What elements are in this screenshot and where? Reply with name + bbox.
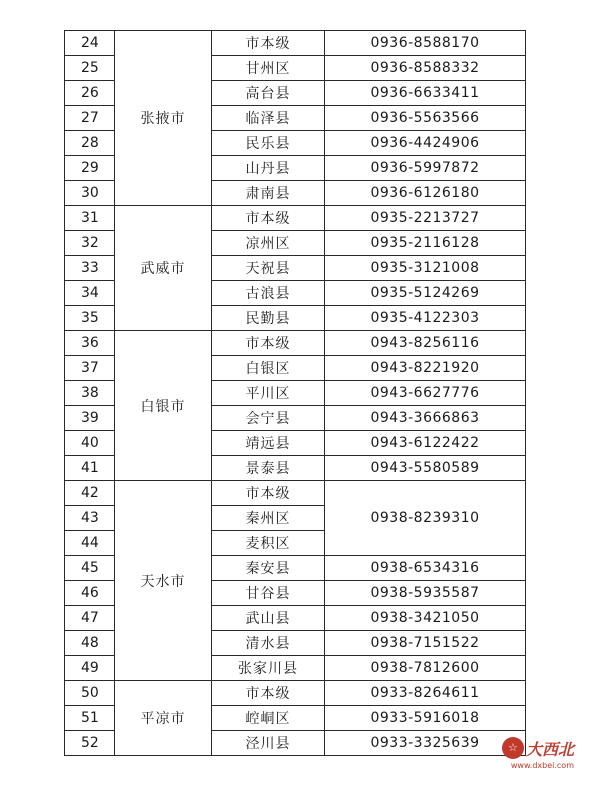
county-name: 甘谷县 xyxy=(212,581,325,606)
phone-number: 0935-4122303 xyxy=(325,306,526,331)
contact-table-body xyxy=(65,31,526,756)
county-name: 泾川县 xyxy=(212,731,325,756)
county-name: 秦州区 xyxy=(212,506,325,531)
row-number: 29 xyxy=(65,156,115,181)
county-name: 民勤县 xyxy=(212,306,325,331)
county-name: 崆峒区 xyxy=(212,706,325,731)
county-name: 甘州区 xyxy=(212,56,325,81)
phone-number: 0933-5916018 xyxy=(325,706,526,731)
phone-number: 0935-5124269 xyxy=(325,281,526,306)
phone-number: 0936-8588170 xyxy=(325,31,526,56)
phone-number: 0936-5997872 xyxy=(325,156,526,181)
row-number: 34 xyxy=(65,281,115,306)
county-name: 秦安县 xyxy=(212,556,325,581)
county-name: 清水县 xyxy=(212,631,325,656)
row-number: 46 xyxy=(65,581,115,606)
county-name: 市本级 xyxy=(212,206,325,231)
row-number: 40 xyxy=(65,431,115,456)
phone-number: 0933-8264611 xyxy=(325,681,526,706)
city-name: 张掖市 xyxy=(115,31,212,206)
county-name: 市本级 xyxy=(212,31,325,56)
county-name: 靖远县 xyxy=(212,431,325,456)
county-name: 麦积区 xyxy=(212,531,325,556)
county-name: 民乐县 xyxy=(212,131,325,156)
phone-number: 0938-7151522 xyxy=(325,631,526,656)
table-row xyxy=(65,681,526,706)
phone-number: 0943-5580589 xyxy=(325,456,526,481)
county-name: 凉州区 xyxy=(212,231,325,256)
row-number: 24 xyxy=(65,31,115,56)
row-number: 25 xyxy=(65,56,115,81)
row-number: 27 xyxy=(65,106,115,131)
table-row xyxy=(65,31,526,56)
row-number: 45 xyxy=(65,556,115,581)
phone-number: 0943-3666863 xyxy=(325,406,526,431)
watermark-text: 大西北 xyxy=(525,740,574,759)
phone-number: 0936-8588332 xyxy=(325,56,526,81)
row-number: 36 xyxy=(65,331,115,356)
county-name: 张家川县 xyxy=(212,656,325,681)
row-number: 49 xyxy=(65,656,115,681)
row-number: 38 xyxy=(65,381,115,406)
city-name: 天水市 xyxy=(115,481,212,681)
phone-number: 0936-5563566 xyxy=(325,106,526,131)
county-name: 高台县 xyxy=(212,81,325,106)
county-name: 景泰县 xyxy=(212,456,325,481)
phone-number: 0936-4424906 xyxy=(325,131,526,156)
county-name: 武山县 xyxy=(212,606,325,631)
row-number: 32 xyxy=(65,231,115,256)
row-number: 30 xyxy=(65,181,115,206)
phone-number: 0938-7812600 xyxy=(325,656,526,681)
county-name: 市本级 xyxy=(212,681,325,706)
phone-number: 0935-3121008 xyxy=(325,256,526,281)
phone-number: 0936-6126180 xyxy=(325,181,526,206)
phone-number: 0935-2213727 xyxy=(325,206,526,231)
row-number: 35 xyxy=(65,306,115,331)
phone-number: 0938-8239310 xyxy=(325,481,526,556)
row-number: 51 xyxy=(65,706,115,731)
table-row xyxy=(65,481,526,506)
row-number: 28 xyxy=(65,131,115,156)
phone-number: 0938-3421050 xyxy=(325,606,526,631)
row-number: 39 xyxy=(65,406,115,431)
county-name: 临泽县 xyxy=(212,106,325,131)
row-number: 50 xyxy=(65,681,115,706)
county-name: 白银区 xyxy=(212,356,325,381)
phone-number: 0933-3325639 xyxy=(325,731,526,756)
county-name: 市本级 xyxy=(212,481,325,506)
county-name: 会宁县 xyxy=(212,406,325,431)
row-number: 48 xyxy=(65,631,115,656)
row-number: 33 xyxy=(65,256,115,281)
row-number: 44 xyxy=(65,531,115,556)
county-name: 天祝县 xyxy=(212,256,325,281)
row-number: 31 xyxy=(65,206,115,231)
county-name: 市本级 xyxy=(212,331,325,356)
row-number: 41 xyxy=(65,456,115,481)
row-number: 37 xyxy=(65,356,115,381)
county-name: 山丹县 xyxy=(212,156,325,181)
watermark-url: www.dxbei.com xyxy=(510,761,574,770)
city-name: 平凉市 xyxy=(115,681,212,756)
county-name: 肃南县 xyxy=(212,181,325,206)
county-name: 古浪县 xyxy=(212,281,325,306)
table-row xyxy=(65,206,526,231)
row-number: 26 xyxy=(65,81,115,106)
row-number: 52 xyxy=(65,731,115,756)
contact-table xyxy=(64,30,526,756)
row-number: 47 xyxy=(65,606,115,631)
phone-number: 0943-6122422 xyxy=(325,431,526,456)
phone-number: 0943-8221920 xyxy=(325,356,526,381)
row-number: 42 xyxy=(65,481,115,506)
phone-number: 0943-8256116 xyxy=(325,331,526,356)
phone-number: 0938-5935587 xyxy=(325,581,526,606)
phone-number: 0943-6627776 xyxy=(325,381,526,406)
row-number: 43 xyxy=(65,506,115,531)
logo-badge-icon: ☆ xyxy=(502,737,524,759)
phone-number: 0935-2116128 xyxy=(325,231,526,256)
watermark-logo xyxy=(496,737,574,775)
city-name: 武威市 xyxy=(115,206,212,331)
table-row xyxy=(65,331,526,356)
city-name: 白银市 xyxy=(115,331,212,481)
phone-number: 0938-6534316 xyxy=(325,556,526,581)
county-name: 平川区 xyxy=(212,381,325,406)
phone-number: 0936-6633411 xyxy=(325,81,526,106)
